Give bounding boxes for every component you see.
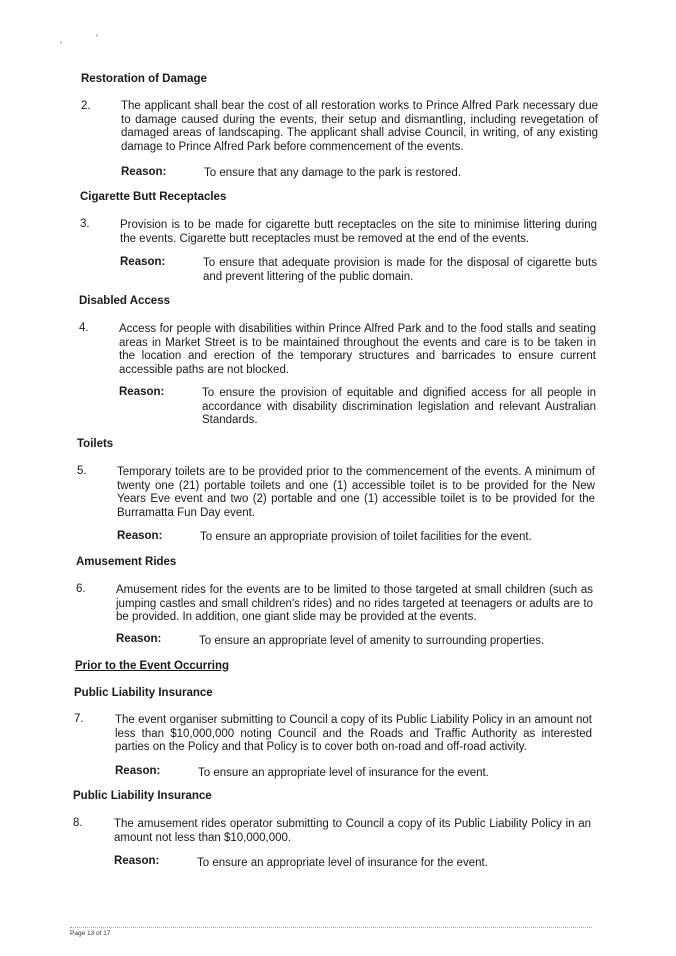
- reason-text: To ensure an appropriate level of insurance for the event.: [198, 767, 489, 779]
- reason-label: Reason:: [119, 386, 165, 398]
- reason-text: To ensure an appropriate provision of toilet facilities for the event.: [200, 531, 532, 543]
- reason-text: To ensure an appropriate level of amenity to surrounding properties.: [199, 635, 545, 647]
- reason-label: Reason:: [121, 166, 167, 178]
- reason-label: Reason:: [116, 633, 162, 645]
- scan-mark: ': [60, 40, 62, 50]
- reason-text: To ensure an appropriate level of insurance for the event.: [197, 857, 488, 869]
- reason-text: To ensure the provision of equitable and dignified access for all people in accordance with disability discrimination legislation and relevant Australian Standards.: [202, 387, 596, 427]
- condition-number: 2.: [81, 100, 91, 112]
- major-heading: Prior to the Event Occurring: [75, 660, 229, 672]
- page-number: Page 13 of 17: [70, 930, 111, 937]
- section-heading: Cigarette Butt Receptacles: [80, 191, 227, 203]
- reason-label: Reason:: [115, 765, 161, 777]
- reason-label: Reason:: [117, 530, 163, 542]
- section-heading: Amusement Rides: [76, 556, 177, 568]
- condition-number: 3.: [80, 218, 90, 230]
- section-heading: Toilets: [77, 438, 114, 450]
- section-heading: Public Liability Insurance: [73, 790, 212, 802]
- section-heading: Restoration of Damage: [81, 73, 207, 85]
- condition-text: The event organiser submitting to Council a copy of its Public Liability Policy in an amount not less than $10,000,000 noting Council and the Roads and Traffic Authority as interested parties on the Policy and that Policy is to cover both on-road and off-road activity.: [115, 714, 592, 754]
- reason-text: To ensure that any damage to the park is restored.: [204, 167, 461, 179]
- condition-text: The amusement rides operator submitting to Council a copy of its Public Liability Policy in an amount not less than $10,000,000.: [114, 818, 591, 844]
- section-heading: Disabled Access: [79, 295, 170, 307]
- reason-label: Reason:: [114, 855, 160, 867]
- footer-divider: [70, 927, 592, 928]
- section-heading: Public Liability Insurance: [74, 687, 213, 699]
- condition-number: 4.: [79, 322, 89, 334]
- condition-number: 7.: [74, 713, 84, 725]
- reason-label: Reason:: [120, 256, 166, 268]
- scan-mark: ': [96, 33, 98, 43]
- condition-text: Amusement rides for the events are to be limited to those targeted at small children (such as jumping castles and small children's rides) and no rides targeted at teenagers or adults are to be provided. In addition, one giant slide may be provided at the events.: [116, 584, 593, 624]
- condition-number: 5.: [77, 465, 87, 477]
- condition-number: 8.: [73, 817, 83, 829]
- condition-text: The applicant shall bear the cost of all restoration works to Prince Alfred Park necessary due to damage caused during the events, their setup and dismantling, including revegetation of damaged areas of landscaping. The applicant shall advise Council, in writing, of any existing damage to Prince Alfred Park before commencement of the events.: [121, 100, 598, 153]
- reason-text: To ensure that adequate provision is made for the disposal of cigarette buts and prevent littering of the public domain.: [203, 257, 597, 283]
- condition-text: Temporary toilets are to be provided prior to the commencement of the events. A minimum of twenty one (21) portable toilets and one (1) accessible toilet is to be provided for the New Years Eve event and two (2) portable and one (1) accessible toilet is to be provided for the Burramatta Fun Day event.: [117, 466, 595, 519]
- condition-text: Access for people with disabilities within Prince Alfred Park and to the food stalls and seating areas in Market Street is to be maintained throughout the events and care is to be taken in the location and erection of the temporary structures and barricades to ensure current accessible paths are not blocked.: [119, 323, 596, 376]
- condition-text: Provision is to be made for cigarette butt receptacles on the site to minimise littering during the events. Cigarette butt receptacles must be removed at the end of the events.: [120, 219, 597, 245]
- condition-number: 6.: [76, 583, 86, 595]
